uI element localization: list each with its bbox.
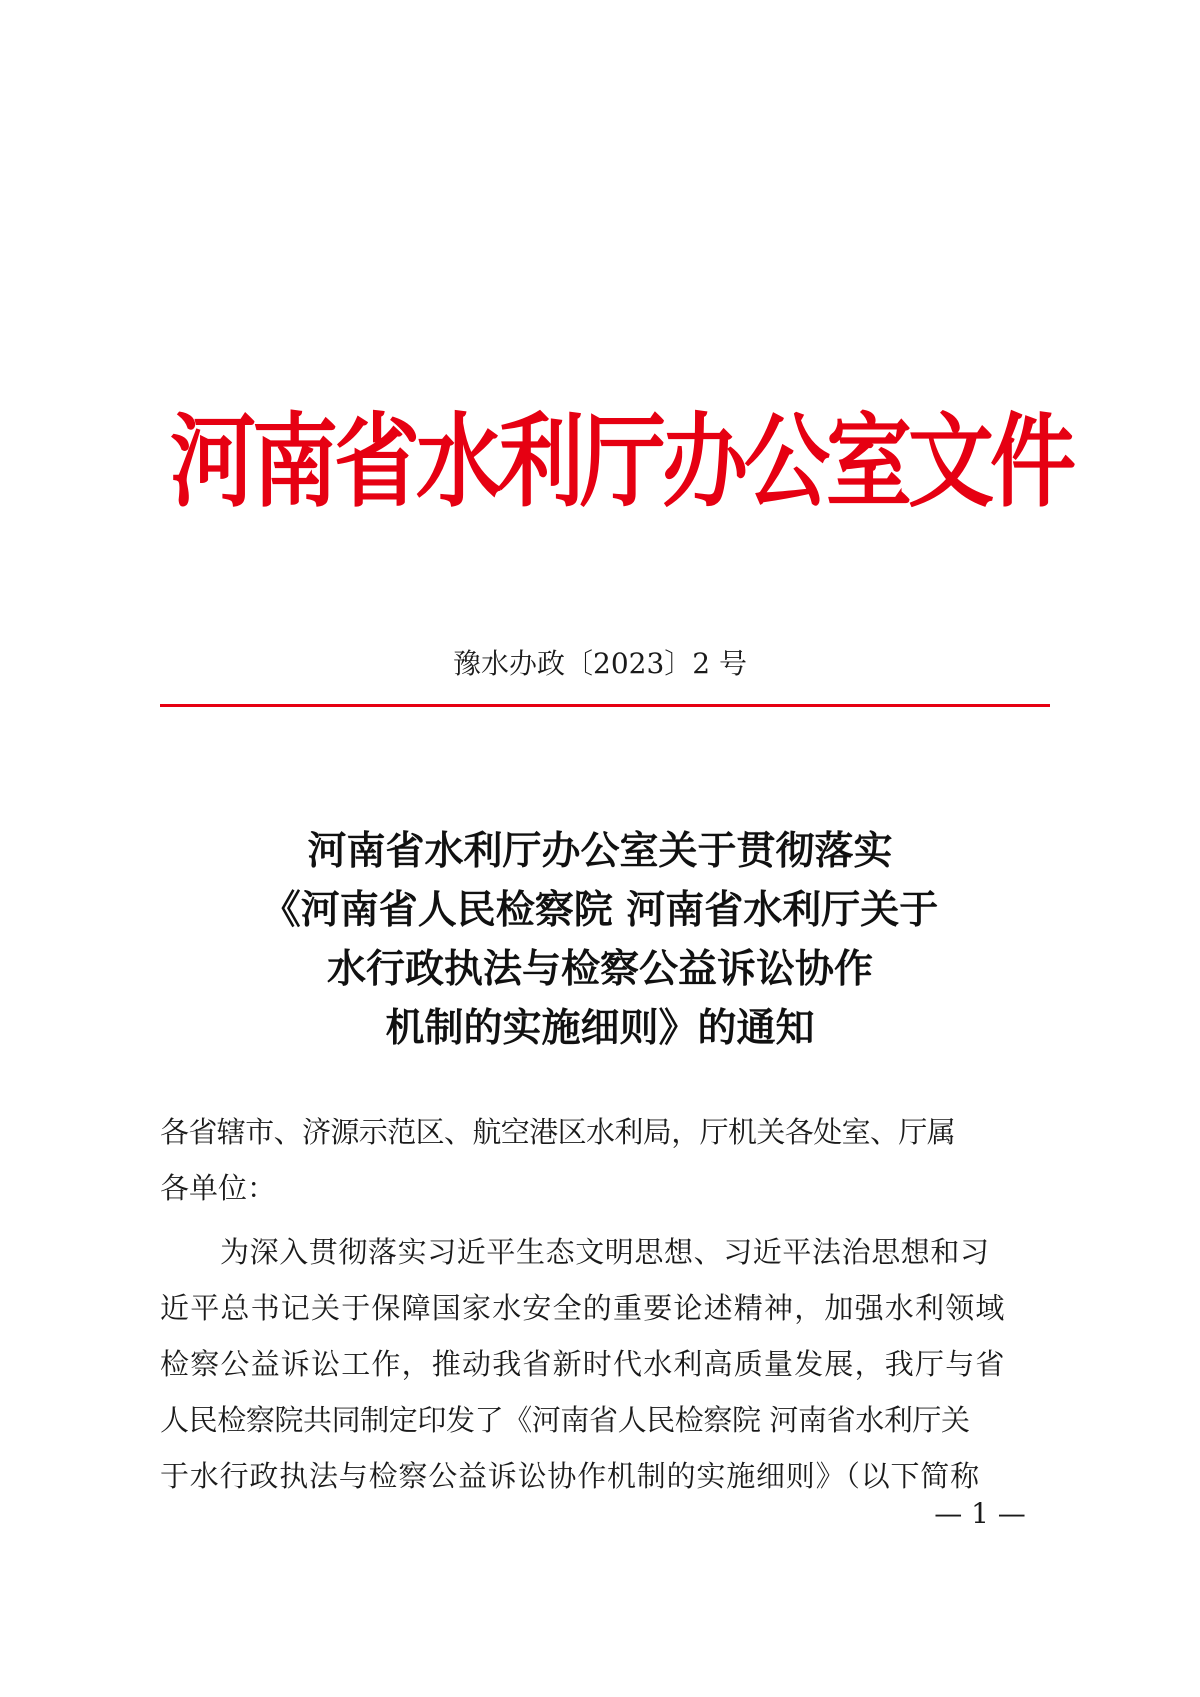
body-line: 近平总书记关于保障国家水安全的重要论述精神，加强水利领域 (160, 1291, 1006, 1325)
title-line: 河南省水利厅办公室关于贯彻落实 (307, 828, 893, 874)
title-line: 机制的实施细则》的通知 (385, 1005, 815, 1051)
body-line: 人民检察院共同制定印发了《河南省人民检察院 河南省水利厅关 (160, 1403, 970, 1437)
addressee-block (160, 1104, 1050, 1216)
page-number: — 1 — (934, 1497, 1026, 1530)
body-line: 检察公益诉讼工作，推动我省新时代水利高质量发展，我厅与省 (160, 1347, 1006, 1381)
title-line: 《河南省人民检察院 河南省水利厅关于 (261, 887, 939, 933)
notice-title (160, 822, 1040, 1058)
red-separator-line (160, 704, 1050, 707)
body-paragraph (160, 1224, 1050, 1504)
addressee-line: 各省辖市、济源示范区、航空港区水利局，厅机关各处室、厅属 (160, 1115, 956, 1149)
addressee-line: 各单位： (160, 1171, 277, 1205)
body-line: 为深入贯彻落实习近平生态文明思想、习近平法治思想和习 (220, 1235, 990, 1269)
document-number: 豫水办政〔2023〕2 号 (453, 647, 747, 680)
red-header-title: 河南省水利厅办公室文件 (170, 404, 1072, 522)
title-line: 水行政执法与检察公益诉讼协作 (326, 946, 873, 992)
body-line: 于水行政执法与检察公益诉讼协作机制的实施细则》（以下简称 (160, 1459, 980, 1493)
